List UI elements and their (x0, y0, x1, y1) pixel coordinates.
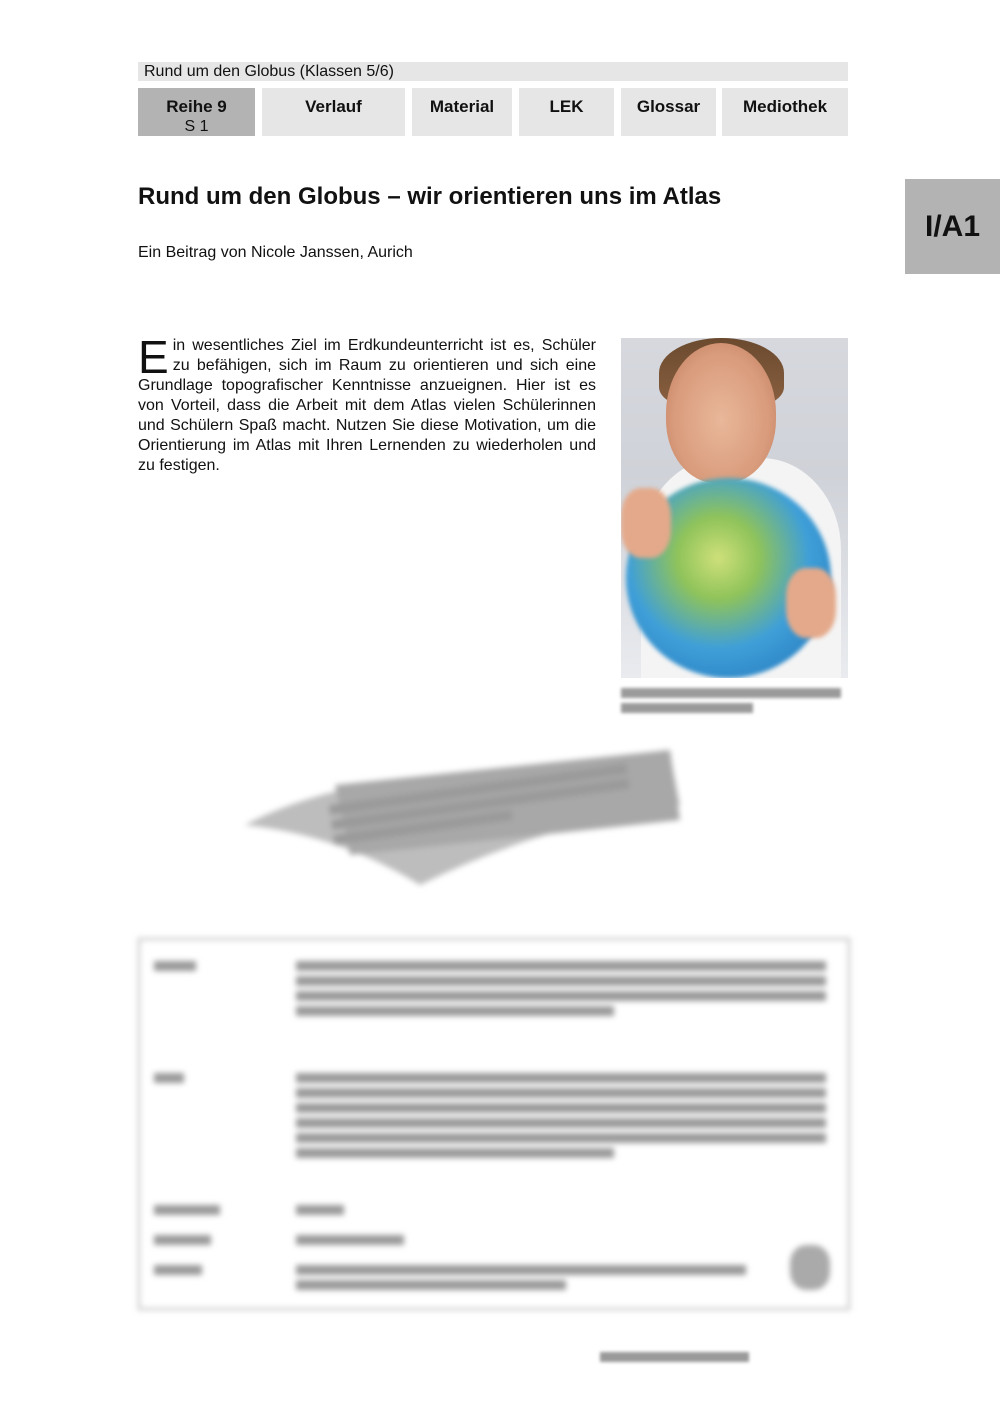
row-zeitbedarf-label (154, 1230, 284, 1250)
overview-box (138, 938, 850, 1310)
photo-credit (850, 500, 870, 680)
drop-cap: E (138, 331, 169, 383)
row-themen-value (296, 956, 836, 1021)
tab-mediothek[interactable] (722, 88, 848, 136)
tab-reihe-label: Reihe 9 (166, 97, 227, 116)
tab-mediothek-label: Mediothek (742, 97, 828, 116)
tab-glossar[interactable] (621, 88, 716, 136)
photo-face (666, 343, 776, 483)
tab-material[interactable] (412, 88, 512, 136)
tab-lek-label: LEK (549, 97, 584, 116)
copyright-footer (600, 1347, 848, 1367)
blurred-text-line (296, 1133, 826, 1143)
photo-caption (621, 683, 848, 718)
row-cd-rom-label (154, 1260, 284, 1280)
blurred-text-line (154, 1073, 184, 1083)
blurred-text-line (154, 1205, 220, 1215)
blurred-text-line (296, 1205, 344, 1215)
row-cd-rom-value (296, 1260, 836, 1295)
nav-tabs (138, 88, 848, 136)
blurred-text-line (621, 688, 841, 698)
blurred-text-line (154, 961, 196, 971)
section-marker: I/A1 (905, 179, 1000, 274)
series-header: Rund um den Globus (Klassen 5/6) (138, 62, 848, 81)
blurred-text-line (154, 1235, 211, 1245)
tab-material-label: Material (429, 97, 495, 116)
row-themen-label (154, 956, 284, 976)
row-klassenstufe-value (296, 1200, 836, 1220)
blurred-text-line (296, 1148, 614, 1158)
blurred-text-line (600, 1352, 749, 1362)
intro-text: in wesentliches Ziel im Erdkundeunterricht ist es, Schüler zu befähigen, sich im Raum zu orientieren und sich eine Grundlage topografischer Kenntnisse anzueignen. Hier ist es von Vorteil, dass die Arbeit mit dem Atlas vielen Schülerinnen und Schülern Spaß macht. Nutzen Sie diese Motivation, um die Orientierung im Atlas mit Ihren Lernenden zu wiederholen und zu festigen. (138, 337, 596, 474)
blurred-text-line (296, 1088, 826, 1098)
blurred-text-line (296, 1118, 826, 1128)
blurred-text-line (621, 703, 753, 713)
blurred-text-line (296, 1006, 614, 1016)
photo-hand-right (786, 568, 836, 638)
tab-glossar-label: Glossar (636, 97, 701, 116)
blurred-text-line (296, 1235, 404, 1245)
tab-reihe-page: S 1 (184, 118, 209, 135)
blurred-text-line (296, 1073, 826, 1083)
cd-rom-icon (790, 1245, 830, 1290)
blurred-text-line (154, 1265, 202, 1275)
photo-hand-left (621, 488, 671, 558)
tab-lek[interactable] (519, 88, 614, 136)
author-line: Ein Beitrag von Nicole Janssen, Aurich (138, 244, 413, 261)
page-title: Rund um den Globus – wir orientieren uns im Atlas (138, 183, 722, 210)
blurred-text-line (296, 1265, 746, 1275)
blurred-text-line (296, 991, 826, 1001)
blurred-text-line (296, 1103, 826, 1113)
tab-verlauf-label: Verlauf (305, 97, 362, 116)
boy-with-globe-photo (621, 338, 848, 678)
row-ziele-value (296, 1068, 836, 1163)
row-klassenstufe-label (154, 1200, 284, 1220)
blurred-text-line (296, 961, 826, 971)
blurred-text-line (296, 1280, 566, 1290)
blurred-text-line (296, 976, 826, 986)
row-zeitbedarf-value (296, 1230, 836, 1250)
tab-verlauf[interactable] (262, 88, 405, 136)
row-ziele-label (154, 1068, 284, 1088)
intro-paragraph (138, 331, 596, 476)
tab-reihe[interactable] (138, 88, 255, 136)
teaser-banner (240, 745, 700, 905)
